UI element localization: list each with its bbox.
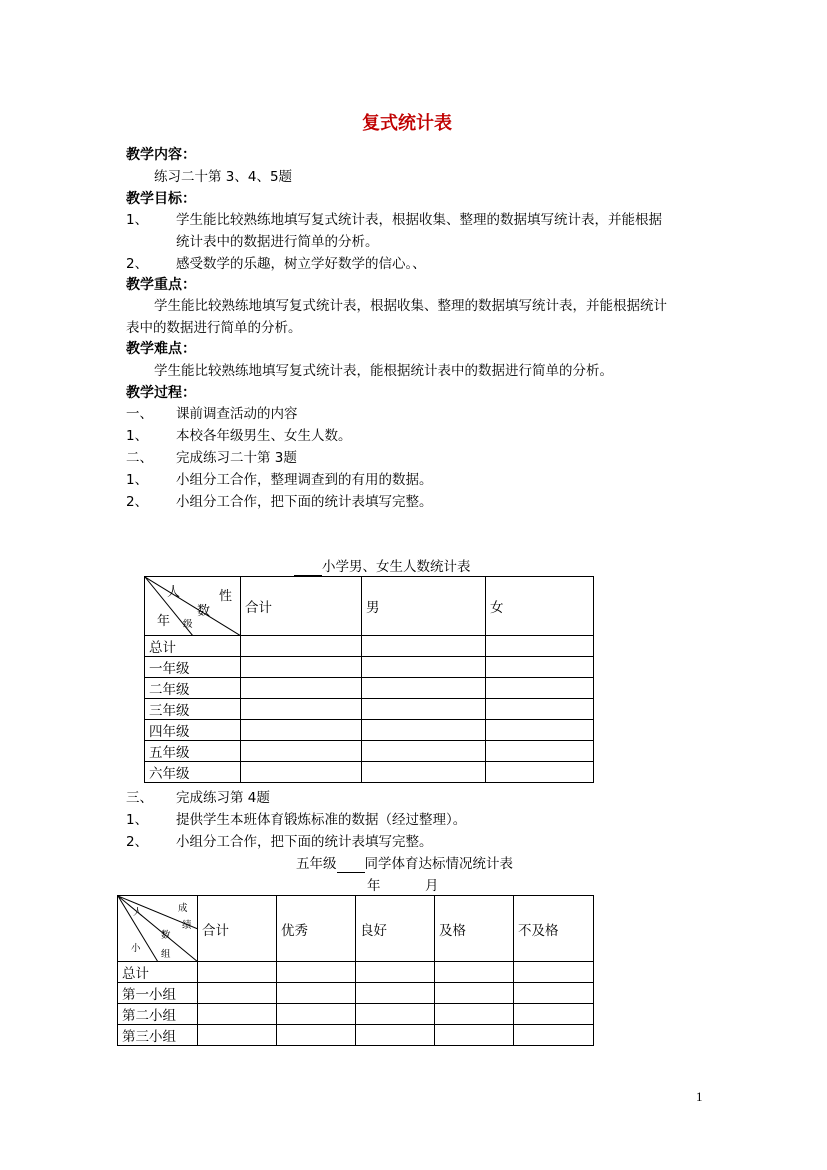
table-cell (362, 741, 486, 762)
table-cell (241, 636, 362, 657)
col-header-total: 合计 (198, 896, 277, 962)
table-cell (486, 741, 594, 762)
table-cell (241, 741, 362, 762)
corner-label-d: 数 (161, 930, 171, 941)
row-label: 第一小组 (118, 983, 198, 1004)
table-row (118, 983, 594, 1004)
table1-title (294, 558, 471, 576)
process-5-text: 小组分工合作，把下面的统计表填写完整。 (176, 494, 433, 510)
col-header-male: 男 (362, 577, 486, 636)
table2-corner-cell (118, 896, 198, 962)
table-cell (514, 1025, 594, 1046)
corner-label-d: 年 (157, 614, 171, 629)
table-cell (362, 762, 486, 783)
difficulty-heading: 教学难点： (126, 341, 196, 357)
table-cell (435, 962, 514, 983)
corner-label-c: 数 (197, 604, 211, 619)
table-row (118, 1004, 594, 1025)
table-row (145, 636, 594, 657)
row-label: 一年级 (145, 657, 241, 678)
row-label: 五年级 (145, 741, 241, 762)
question-3-num: 2、 (126, 834, 149, 850)
table-row (145, 678, 594, 699)
table-row (145, 720, 594, 741)
row-label: 四年级 (145, 720, 241, 741)
table-cell (198, 962, 277, 983)
table2-title-post: 同学体育达标情况统计表 (364, 856, 513, 872)
corner-label-c: 绩 (182, 920, 192, 931)
table1-corner-cell (145, 577, 241, 636)
process-3-num: 二、 (126, 450, 153, 466)
table-cell (198, 1025, 277, 1046)
table-cell (486, 657, 594, 678)
process-5-num: 2、 (126, 494, 149, 510)
table-cell (362, 657, 486, 678)
col-header-good: 良好 (356, 896, 435, 962)
question-2-num: 1、 (126, 812, 149, 828)
corner-label-e: 级 (183, 619, 193, 630)
content-heading: 教学内容： (126, 147, 196, 163)
row-label: 三年级 (145, 699, 241, 720)
row-label: 总计 (145, 636, 241, 657)
row-label: 第三小组 (118, 1025, 198, 1046)
table-cell (486, 636, 594, 657)
table-cell (362, 720, 486, 741)
table-cell (362, 636, 486, 657)
table-cell (277, 1004, 356, 1025)
table-cell (241, 699, 362, 720)
table-cell (356, 983, 435, 1004)
corner-label-a: 人 (133, 907, 143, 918)
process-4-text: 小组分工合作，整理调查到的有用的数据。 (176, 472, 433, 488)
goal2-num: 2、 (126, 256, 149, 272)
table-cell (356, 1004, 435, 1025)
table2-header-row (118, 896, 594, 962)
table-cell (486, 762, 594, 783)
col-header-fail: 不及格 (514, 896, 594, 962)
table2-title-pre: 五年级 (296, 856, 337, 872)
process-2-num: 1、 (126, 428, 149, 444)
corner-label-e: 小 (131, 943, 141, 954)
question-1-text: 完成练习第 4题 (176, 790, 270, 806)
table-row (145, 657, 594, 678)
goal2-text: 感受数学的乐趣，树立学好数学的信心。、 (176, 256, 426, 272)
table-row (145, 699, 594, 720)
table-cell (198, 1004, 277, 1025)
table-row (118, 1025, 594, 1046)
difficulty-text: 学生能比较熟练地填写复式统计表，能根据统计表中的数据进行简单的分析。 (154, 363, 613, 379)
process-3-text: 完成练习二十第 3题 (176, 450, 297, 466)
table-cell (241, 678, 362, 699)
table-cell (277, 962, 356, 983)
corner-label-b: 性 (219, 589, 233, 604)
table-cell (435, 1004, 514, 1025)
key-line2: 表中的数据进行简单的分析。 (126, 320, 302, 336)
key-heading: 教学重点： (126, 277, 196, 293)
page-number: 1 (696, 1089, 703, 1104)
process-1-text: 课前调查活动的内容 (176, 406, 298, 422)
row-label: 第二小组 (118, 1004, 198, 1025)
process-2-text: 本校各年级男生、女生人数。 (176, 428, 352, 444)
corner-label-a: 人 (167, 585, 181, 600)
table2-title (296, 855, 513, 873)
table-cell (514, 962, 594, 983)
page-title: 复式统计表 (362, 113, 452, 134)
goal1-line2: 统计表中的数据进行简单的分析。 (176, 234, 379, 250)
fitness-standard-table (117, 895, 594, 1046)
corner-label-b: 成 (178, 903, 188, 914)
gender-count-table (144, 576, 594, 783)
row-label: 二年级 (145, 678, 241, 699)
table-cell (241, 720, 362, 741)
col-header-pass: 及格 (435, 896, 514, 962)
content-text: 练习二十第 3、4、5题 (154, 169, 293, 185)
process-heading: 教学过程： (126, 385, 196, 401)
goal1-line1: 学生能比较熟练地填写复式统计表，根据收集、整理的数据填写统计表，并能根据 (176, 212, 662, 228)
table-cell (241, 762, 362, 783)
table-row (145, 741, 594, 762)
table-cell (356, 962, 435, 983)
process-1-num: 一、 (126, 406, 153, 422)
key-line1: 学生能比较熟练地填写复式统计表，根据收集、整理的数据填写统计表，并能根据统计 (154, 298, 667, 314)
process-4-num: 1、 (126, 472, 149, 488)
question-3-text: 小组分工合作，把下面的统计表填写完整。 (176, 834, 433, 850)
goal-heading: 教学目标： (126, 191, 196, 207)
question-2-text: 提供学生本班体育锻炼标准的数据（经过整理）。 (176, 812, 467, 828)
col-header-total: 合计 (241, 577, 362, 636)
corner-label-f: 组 (161, 949, 171, 960)
table-cell (435, 1025, 514, 1046)
table-cell (514, 1004, 594, 1025)
table1-title-text: 小学男、女生人数统计表 (322, 559, 471, 575)
table-cell (486, 699, 594, 720)
row-label: 六年级 (145, 762, 241, 783)
table2-date-year: 年 (367, 878, 381, 894)
table-row (118, 962, 594, 983)
row-label: 总计 (118, 962, 198, 983)
table-row (145, 762, 594, 783)
table-cell (277, 983, 356, 1004)
table-cell (362, 678, 486, 699)
table-cell (277, 1025, 356, 1046)
table1-header-row (145, 577, 594, 636)
table-cell (241, 657, 362, 678)
title-blank (337, 858, 365, 873)
table-cell (362, 699, 486, 720)
table-cell (198, 983, 277, 1004)
table-cell (514, 983, 594, 1004)
goal1-num: 1、 (126, 212, 149, 228)
question-1-num: 三、 (126, 790, 153, 806)
table-cell (486, 720, 594, 741)
col-header-female: 女 (486, 577, 594, 636)
col-header-excellent: 优秀 (277, 896, 356, 962)
table2-date-month: 月 (425, 878, 439, 894)
title-blank (294, 561, 322, 576)
table-cell (435, 983, 514, 1004)
table-cell (486, 678, 594, 699)
table-cell (356, 1025, 435, 1046)
